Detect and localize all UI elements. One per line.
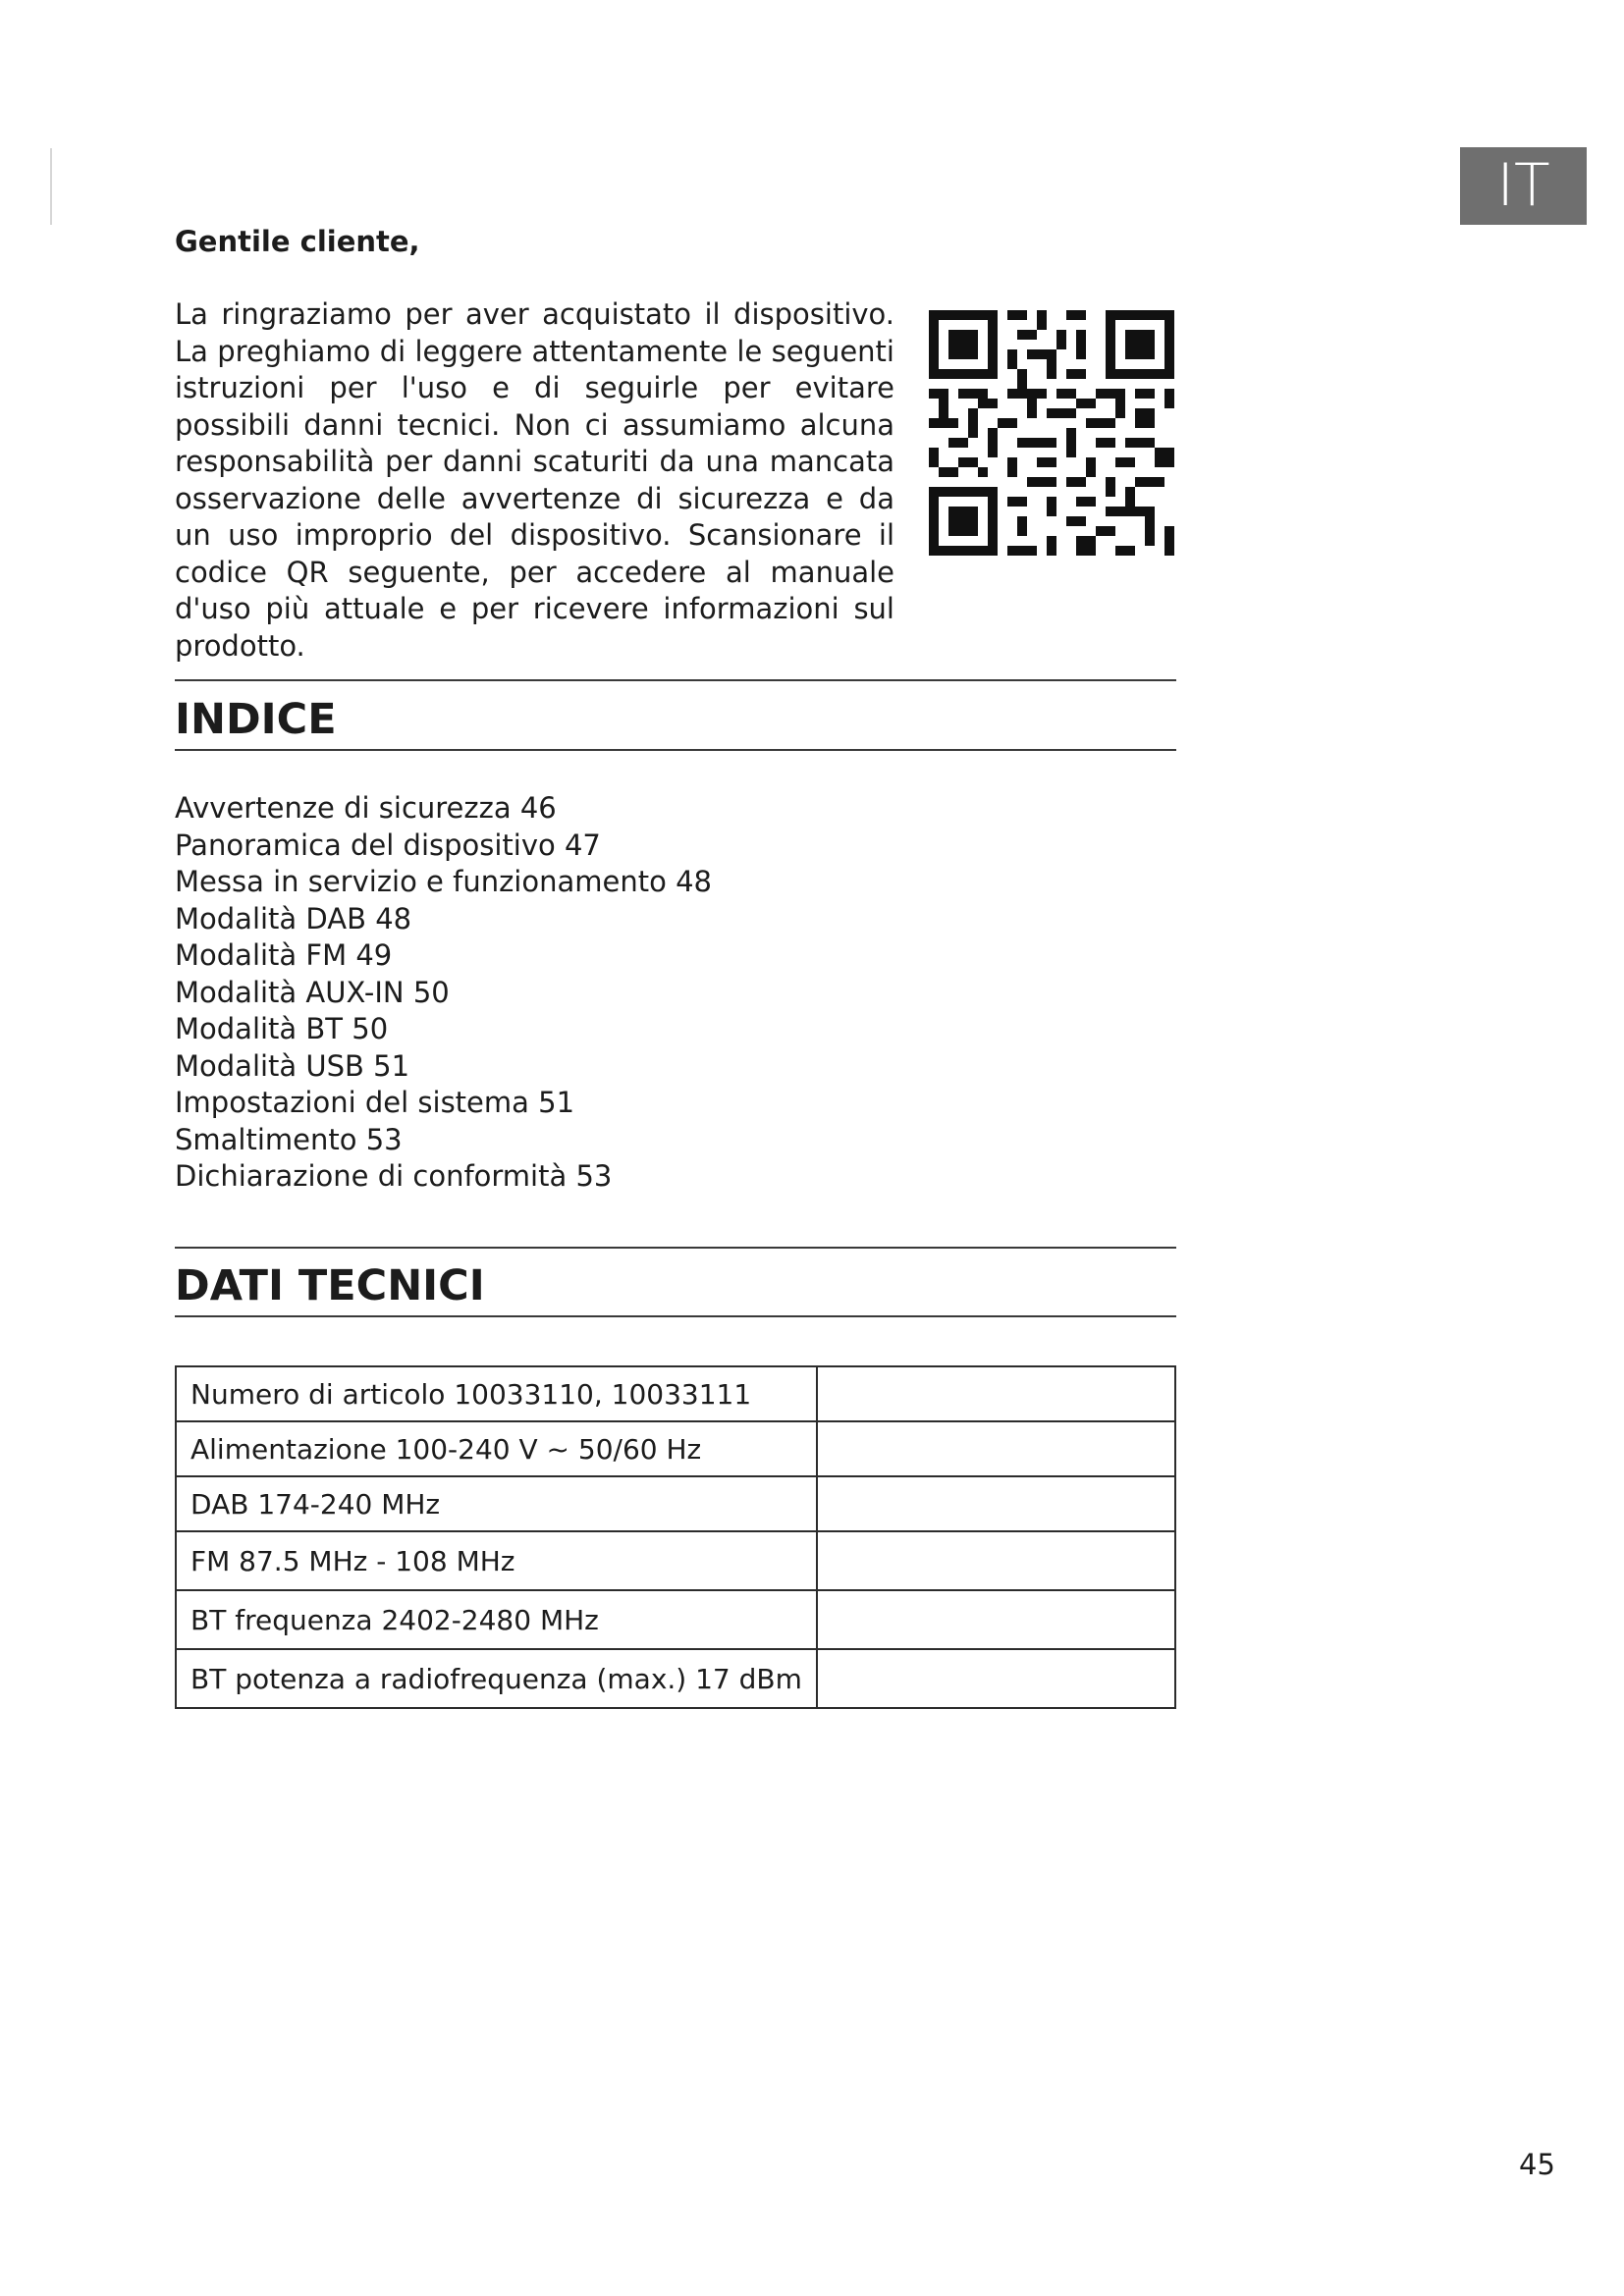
page-number: 45 [1519, 2148, 1555, 2181]
greeting: Gentile cliente, [175, 225, 420, 258]
table-row [176, 1590, 1175, 1649]
spec-cell [176, 1366, 817, 1421]
spec-empty-cell [817, 1649, 1175, 1708]
spec-text: Alimentazione 100-240 V ~ 50/60 Hz [190, 1432, 702, 1466]
spec-text: BT potenza a radiofrequenza (max.) 17 dBm [190, 1662, 802, 1695]
specs-table [175, 1365, 1176, 1709]
spec-empty-cell [817, 1476, 1175, 1531]
spec-text: FM 87.5 MHz - 108 MHz [190, 1544, 515, 1577]
spec-text: BT frequenza 2402-2480 MHz [190, 1603, 599, 1636]
toc-item: Modalità BT 50 [175, 1012, 389, 1045]
spec-empty-cell [817, 1590, 1175, 1649]
toc-item: Dichiarazione di conformità 53 [175, 1159, 613, 1193]
toc-item: Impostazioni del sistema 51 [175, 1086, 575, 1119]
specs-bottom-rule [175, 1315, 1176, 1317]
spec-cell [176, 1476, 817, 1531]
toc-item: Avvertenze di sicurezza 46 [175, 791, 557, 825]
intro-paragraph: La ringraziamo per aver acquistato il dispositivo. La preghiamo di leggere attentamente le seguenti istruzioni per l'uso e di seguirle per evitare possibili danni tecnici. Non ci assumiamo alcuna responsabilità per danni scaturiti da una mancata osservazione delle avvertenze di sicurezza e da un uso improprio del dispositivo. Scansionare il codice QR seguente, per accedere al manuale d'uso più attuale e per ricevere informazioni sul prodotto. [175, 297, 894, 663]
table-row [176, 1476, 1175, 1531]
toc-item: Smaltimento 53 [175, 1122, 403, 1156]
margin-mark [50, 148, 52, 225]
toc-item: Messa in servizio e funzionamento 48 [175, 865, 712, 898]
spec-cell [176, 1421, 817, 1476]
spec-cell [176, 1649, 817, 1708]
language-tab: IT [1460, 147, 1587, 225]
spec-empty-cell [817, 1366, 1175, 1421]
spec-cell [176, 1590, 817, 1649]
index-bottom-rule [175, 749, 1176, 751]
table-of-contents [175, 790, 712, 1196]
toc-item: Modalità FM 49 [175, 938, 393, 972]
index-top-rule [175, 679, 1176, 681]
specs-top-rule [175, 1247, 1176, 1249]
spec-text: DAB 174-240 MHz [190, 1487, 441, 1521]
spec-text: Numero di articolo 10033110, 10033111 [190, 1377, 752, 1411]
spec-empty-cell [817, 1421, 1175, 1476]
spec-empty-cell [817, 1531, 1175, 1590]
qr-code-icon [929, 310, 1174, 556]
toc-item: Panoramica del dispositivo 47 [175, 828, 601, 862]
toc-item: Modalità DAB 48 [175, 901, 412, 935]
index-title: INDICE [175, 695, 337, 744]
table-row [176, 1531, 1175, 1590]
toc-item: Modalità AUX-IN 50 [175, 975, 450, 1009]
toc-item: Modalità USB 51 [175, 1048, 410, 1083]
table-row [176, 1366, 1175, 1421]
table-row [176, 1421, 1175, 1476]
specs-title: DATI TECNICI [175, 1261, 485, 1310]
spec-cell [176, 1531, 817, 1590]
table-row [176, 1649, 1175, 1708]
